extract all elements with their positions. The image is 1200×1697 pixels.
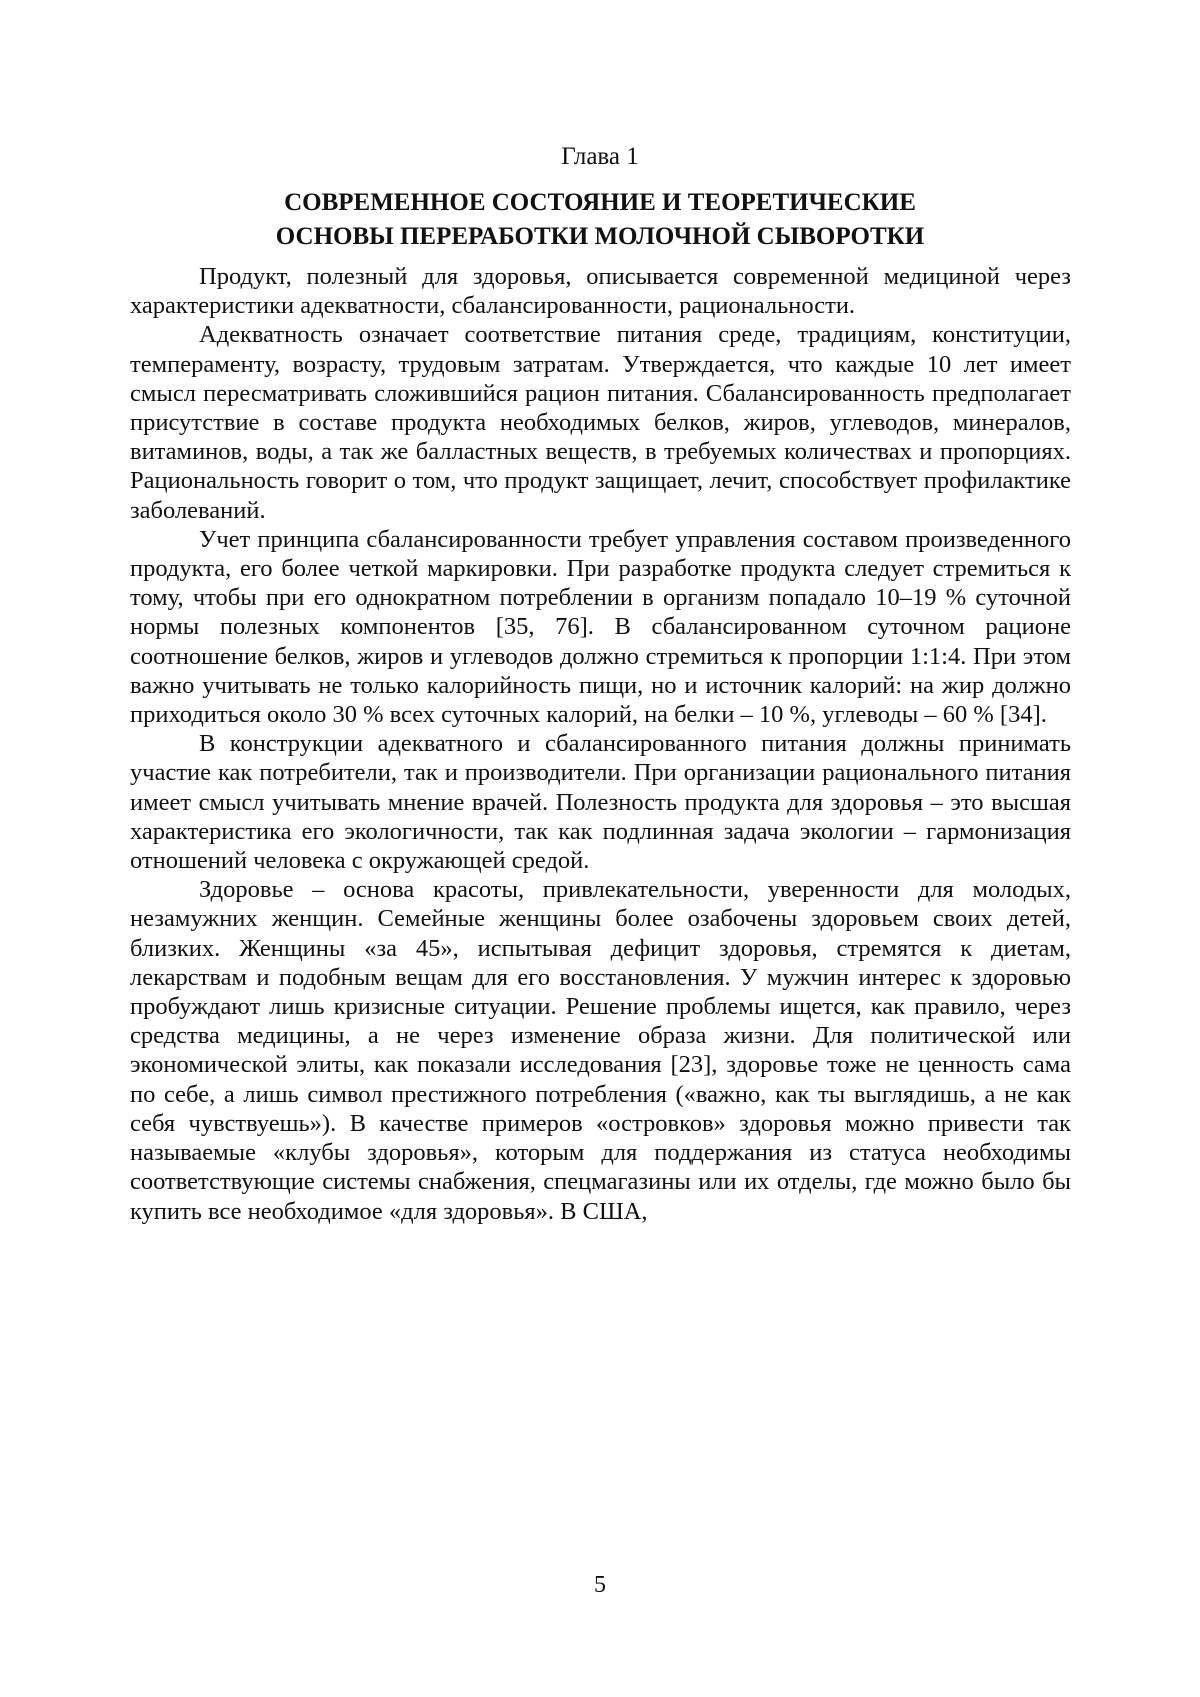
- chapter-title-line-2: ОСНОВЫ ПЕРЕРАБОТКИ МОЛОЧНОЙ СЫВОРОТКИ: [275, 223, 925, 250]
- chapter-title-line-1: СОВРЕМЕННОЕ СОСТОЯНИЕ И ТЕОРЕТИЧЕСКИЕ: [284, 189, 916, 216]
- chapter-title: [0, 186, 1200, 254]
- paragraph-3: Учет принципа сбалансированности требует управления составом произведенного продукта, его более четкой маркировки. При разработке продукта следует стремиться к тому, чтобы при его однократном потреблении в организм попадало 10–19 % суточной нормы полезных компонентов [35, 76]. В сбалансированном суточном рационе соотношение белков, жиров и углеводов должно стремиться к пропорции 1:1:4. При этом важно учитывать не только калорийность пищи, но и источник калорий: на жир должно приходиться около 30 % всех суточных калорий, на белки – 10 %, углеводы – 60 % [34].: [130, 525, 1071, 729]
- chapter-label: Глава 1: [561, 143, 639, 170]
- body-text: [130, 262, 1071, 1226]
- paragraph-2: Адекватность означает соответствие питания среде, традициям, конституции, темпераменту, возрасту, трудовым затратам. Утверждается, что каждые 10 лет имеет смысл пересматривать сложившийся рацион питания. Сбалансированность предполагает присутствие в составе продукта необходимых белков, жиров, углеводов, минералов, витаминов, воды, а так же балластных веществ, в требуемых количествах и пропорциях. Рациональность говорит о том, что продукт защищает, лечит, способствует профилактике заболеваний.: [130, 321, 1071, 524]
- paragraph-5: Здоровье – основа красоты, привлекательности, уверенности для молодых, незамужних женщин. Семейные женщины более озабочены здоровьем своих детей, близких. Женщины «за 45», испытывая дефицит здоровья, стремятся к диетам, лекарствам и подобным вещам для его восстановления. У мужчин интерес к здоровью пробуждают лишь кризисные ситуации. Решение проблемы ищется, как правило, через средства медицины, а не через изменение образа жизни. Для политической или экономической элиты, как показали исследования [23], здоровье тоже не ценность сама по себе, а лишь символ престижного потребления («важно, как ты выглядишь, а не как себя чувствуешь»). В качестве примеров «островков» здоровья можно привести так называемые «клубы здоровья», которым для поддержания из статуса необходимы соответствующие системы снабжения, спецмагазины или их отделы, где можно было бы купить все необходимое «для здоровья». В США,: [130, 876, 1071, 1225]
- page-number: 5: [594, 1572, 606, 1598]
- paragraph-4: В конструкции адекватного и сбалансированного питания должны принимать участие как потребители, так и производители. При организации рационального питания имеет смысл учитывать мнение врачей. Полезность продукта для здоровья – это высшая характеристика его экологичности, так как подлинная задача экологии – гармонизация отношений человека с окружающей средой.: [130, 730, 1071, 875]
- paragraph-1: Продукт, полезный для здоровья, описывается современной медициной через характеристики адекватности, сбалансированности, рациональности.: [130, 263, 1071, 320]
